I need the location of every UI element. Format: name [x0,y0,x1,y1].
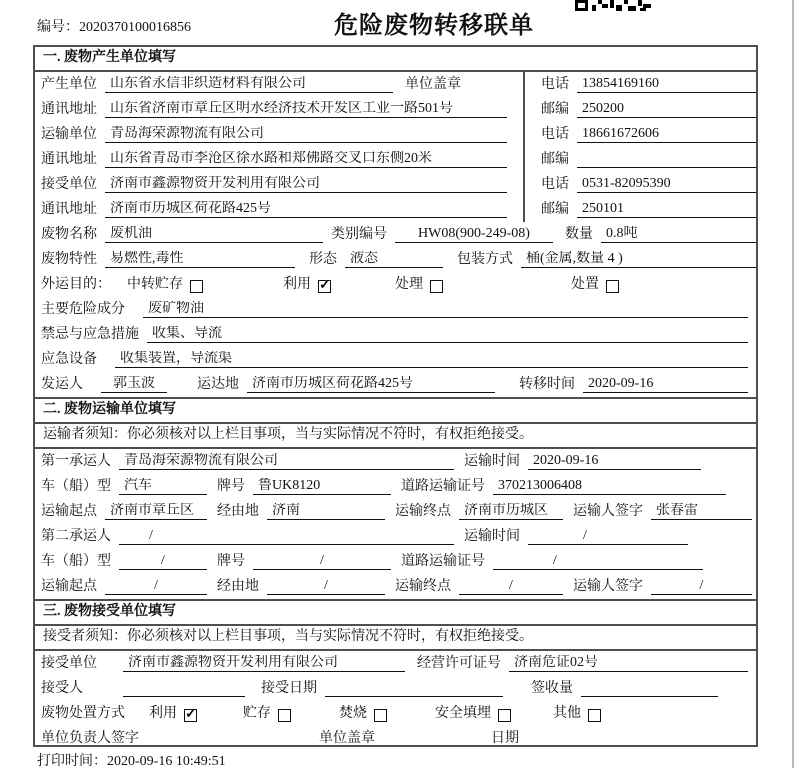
disposal-option-utilize [149,706,197,722]
disposal-incinerate-label: 焚烧 [339,706,367,721]
accept-unit-value: 济南市鑫源物资开发利用有限公司 [123,655,405,672]
transport-time-1-label: 运输时间 [464,454,520,469]
route-via-1-label: 经由地 [217,504,259,519]
row-producer-unit [35,72,756,97]
carrier-signature-1-value: 张春雷 [651,503,752,520]
transporter-unit-label: 运输单位 [41,127,97,142]
waste-category-label: 类别编号 [331,227,387,242]
responsible-signature-label: 单位负责人签字 [41,731,139,746]
qr-code-fragment-icon [575,0,651,11]
row-taboo-measures [35,322,756,347]
row-vehicle-1 [35,474,756,499]
plate-number-1-label: 牌号 [217,479,245,494]
row-vehicle-2 [35,549,756,574]
receiver-address-label: 通讯地址 [41,202,97,217]
route-end-2-label: 运输终点 [395,579,451,594]
first-carrier-label: 第一承运人 [41,454,111,469]
row-route-1 [35,499,756,524]
accept-date-label: 接受日期 [261,681,317,696]
transporter-address-value: 山东省青岛市李沧区徐水路和郑佛路交叉口东侧20米 [105,151,507,168]
main-hazard-label: 主要危险成分 [41,302,125,317]
road-permit-1-label: 道路运输证号 [401,479,485,494]
dispatcher-value: 郭玉波 [101,376,167,393]
transport-time-2-label: 运输时间 [464,529,520,544]
purpose-transfer-storage-checkbox [190,280,203,293]
row-waste-name [35,222,756,247]
receiver-notice: 接受者须知：你必须核对以上栏目事项，当与实际情况不符时，有权拒绝接受。 [35,626,756,651]
producer-address-label: 通讯地址 [41,102,97,117]
business-permit-value: 济南危证02号 [509,655,748,672]
route-end-1-value: 济南市历城区 [459,503,563,520]
vehicle-type-1-value: 汽车 [119,478,207,495]
section-transporter [35,397,756,599]
receiver-phone-value: 0531-82095390 [577,176,756,193]
route-start-1-value: 济南市章丘区 [105,503,207,520]
disposal-storage-checkbox [278,709,291,722]
producer-unit-value: 山东省永信非织造材料有限公司 [105,76,393,93]
waste-name-label: 废物名称 [41,227,97,242]
route-via-2-label: 经由地 [217,579,259,594]
disposal-landfill-label: 安全填埋 [435,706,491,721]
row-main-hazard [35,297,756,322]
row-accept-person [35,676,756,701]
row-transporter-unit [35,122,756,147]
manifest-form [33,45,758,747]
transfer-purpose-label: 外运目的： [41,277,111,292]
route-end-1-label: 运输终点 [395,504,451,519]
vehicle-type-1-label: 车（船）型 [41,479,111,494]
disposal-utilize-checkbox [184,709,197,722]
row-waste-property [35,247,756,272]
taboo-measures-label: 禁忌与应急措施 [41,327,139,342]
transporter-notice: 运输者须知：你必须核对以上栏目事项，当与实际情况不符时，有权拒绝接受。 [35,424,756,449]
disposal-method-label: 废物处置方式 [41,706,125,721]
emergency-equipment-value: 收集装置，导流渠 [115,351,748,368]
row-second-carrier [35,524,756,549]
transporter-zip-value [577,151,756,168]
route-end-2-value: / [459,578,563,595]
receiver-address-value: 济南市历城区荷花路425号 [105,201,507,218]
receiver-zip-label: 邮编 [541,202,569,217]
second-carrier-label: 第二承运人 [41,529,111,544]
responsible-signature-value [205,730,305,747]
waste-form-label: 形态 [309,252,337,267]
vehicle-type-2-label: 车（船）型 [41,554,111,569]
row-transporter-address [35,147,756,172]
purpose-dispose-label: 处置 [571,277,599,292]
row-dispatcher [35,372,756,397]
accept-unit-label: 接受单位 [41,656,97,671]
producer-address-value: 山东省济南市章丘区明水经济技术开发区工业一路501号 [105,101,507,118]
sign-date-value [527,730,738,747]
route-via-2-value: / [267,578,385,595]
plate-number-1-value: 鲁UK8120 [253,478,391,495]
purpose-treat-label: 处理 [395,277,423,292]
receiver-phone-label: 电话 [541,177,569,192]
purpose-option-dispose [571,277,619,293]
purpose-utilize-checkbox [318,280,331,293]
purpose-option-utilize [283,277,331,293]
purpose-transfer-storage-label: 中转贮存 [127,277,183,292]
route-start-2-value: / [105,578,207,595]
plate-number-2-label: 牌号 [217,554,245,569]
unit-seal-label: 单位盖章 [405,77,461,92]
row-accept-unit [35,651,756,676]
destination-value: 济南市历城区荷花路425号 [247,376,495,393]
disposal-option-landfill [435,706,511,722]
emergency-equipment-label: 应急设备 [41,352,97,367]
accept-person-value [123,680,245,697]
first-carrier-value: 青岛海荣源物流有限公司 [119,453,454,470]
accept-date-value [325,680,503,697]
packing-method-value: 桶(金属,数量 4 ) [521,251,756,268]
plate-number-2-value: / [253,553,391,570]
transport-time-1-value: 2020-09-16 [528,453,701,470]
second-carrier-value: / [119,528,454,545]
document-number-label: 编号： [37,20,79,35]
route-via-1-value: 济南 [267,503,385,520]
transporter-phone-label: 电话 [541,127,569,142]
business-permit-label: 经营许可证号 [417,656,501,671]
transfer-time-label: 转移时间 [519,377,575,392]
disposal-utilize-label: 利用 [149,706,177,721]
transport-time-2-value: / [528,528,688,545]
transporter-phone-value: 18661672606 [577,126,756,143]
section-receiver-title: 三. 废物接受单位填写 [35,601,756,626]
receiver-unit-label: 接受单位 [41,177,97,192]
road-permit-2-value: / [493,553,703,570]
main-hazard-value: 废矿物油 [143,301,748,318]
section-transporter-title: 二. 废物运输单位填写 [35,399,756,424]
received-quantity-value [581,680,718,697]
carrier-signature-2-label: 运输人签字 [573,579,643,594]
purpose-dispose-checkbox [606,280,619,293]
row-receiver-address [35,197,756,222]
accept-person-label: 接受人 [41,681,83,696]
purpose-utilize-label: 利用 [283,277,311,292]
received-quantity-label: 签收量 [531,681,573,696]
vehicle-type-2-value: / [119,553,207,570]
carrier-signature-2-value: / [651,578,752,595]
row-producer-address [35,97,756,122]
purpose-treat-checkbox [430,280,443,293]
disposal-storage-label: 贮存 [243,706,271,721]
row-receiver-unit [35,172,756,197]
receiver-unit-value: 济南市鑫源物资开发利用有限公司 [105,176,507,193]
carrier-signature-1-label: 运输人签字 [573,504,643,519]
destination-label: 运达地 [197,377,239,392]
transporter-address-label: 通讯地址 [41,152,97,167]
row-responsible-signature [35,726,756,747]
transporter-unit-value: 青岛海荣源物流有限公司 [105,126,507,143]
section-producer-title: 一. 废物产生单位填写 [35,47,756,72]
road-permit-1-value: 370213006408 [493,478,726,495]
producer-zip-label: 邮编 [541,102,569,117]
waste-category-value: HW08(900-249-08) [395,226,553,243]
disposal-option-incinerate [339,706,387,722]
page-title: 危险废物转移联单 [334,13,534,39]
section-receiver [35,599,756,747]
disposal-option-other [553,706,601,722]
purpose-option-treat [395,277,443,293]
producer-unit-label: 产生单位 [41,77,97,92]
transfer-time-value: 2020-09-16 [583,376,748,393]
producer-phone-label: 电话 [541,77,569,92]
waste-quantity-label: 数量 [565,227,593,242]
page-edge-divider [792,0,794,768]
disposal-option-storage [243,706,291,722]
road-permit-2-label: 道路运输证号 [401,554,485,569]
waste-quantity-value: 0.8吨 [601,226,756,243]
row-disposal-method [35,701,756,726]
row-route-2 [35,574,756,599]
row-emergency-equipment [35,347,756,372]
receiver-zip-value: 250101 [577,201,756,218]
print-time: 打印时间：2020-09-16 10:49:51 [37,754,226,769]
route-start-1-label: 运输起点 [41,504,97,519]
column-divider [523,72,525,222]
disposal-other-checkbox [588,709,601,722]
document-number-value: 2020370100016856 [79,20,191,35]
taboo-measures-value: 收集、导流 [147,326,748,343]
producer-phone-value: 13854169160 [577,76,756,93]
waste-form-value: 液态 [345,251,443,268]
unit-seal-2-label: 单位盖章 [319,731,375,746]
waste-property-label: 废物特性 [41,252,97,267]
disposal-other-label: 其他 [553,706,581,721]
producer-zip-value: 250200 [577,101,756,118]
dispatcher-label: 发运人 [41,377,83,392]
purpose-option-transfer-storage [127,277,203,293]
row-first-carrier [35,449,756,474]
disposal-incinerate-checkbox [374,709,387,722]
sign-date-label: 日期 [491,731,519,746]
section-producer [35,47,756,397]
waste-property-value: 易燃性,毒性 [105,251,295,268]
row-transfer-purpose [35,272,756,297]
waste-name-value: 废机油 [105,226,323,243]
transporter-zip-label: 邮编 [541,152,569,167]
disposal-landfill-checkbox [498,709,511,722]
route-start-2-label: 运输起点 [41,579,97,594]
packing-method-label: 包装方式 [457,252,513,267]
